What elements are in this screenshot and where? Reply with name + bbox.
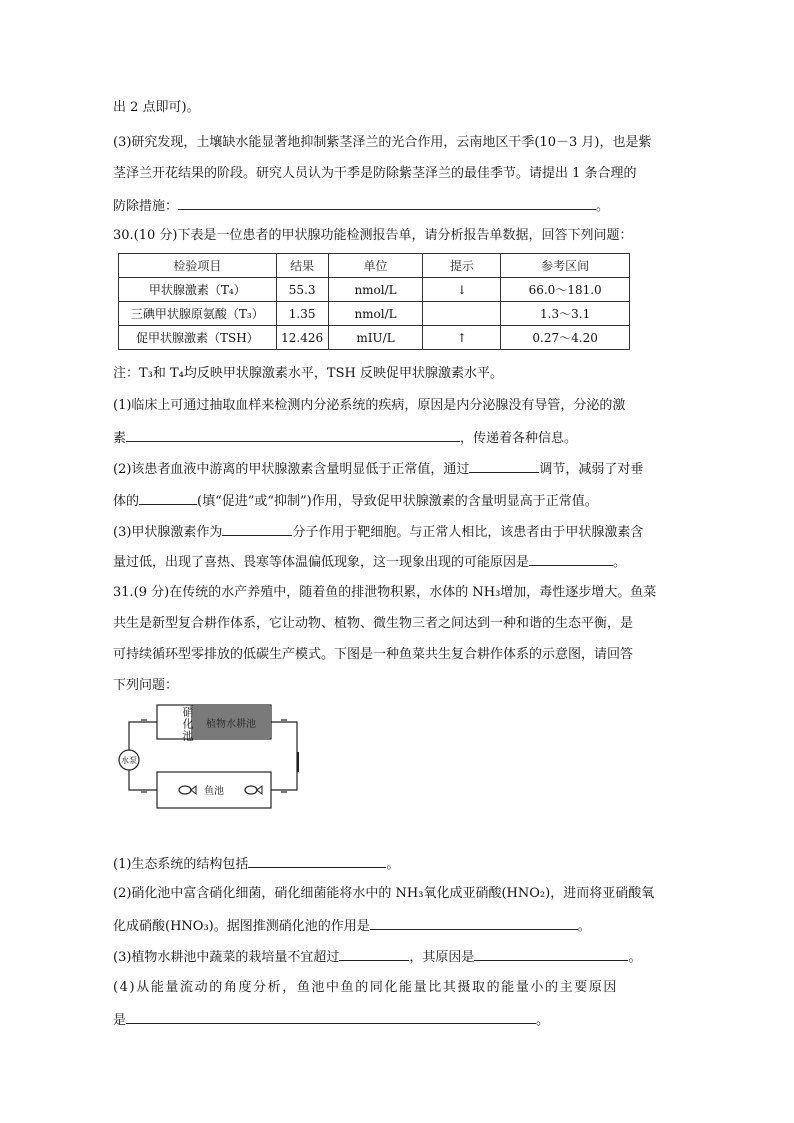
- table-cell: 甲状腺激素（T₄）: [119, 278, 277, 302]
- answer-line: [113, 521, 683, 543]
- answer-line: [113, 458, 683, 480]
- answer-blank[interactable]: [339, 946, 409, 961]
- answer-line: [113, 915, 683, 937]
- question-30-title: 30.(10 分)下表是一位患者的甲状腺功能检测报告单，请分析报告单数据，回答下列问题：: [113, 228, 633, 243]
- text: (3)植物水耕池中蔬菜的栽培量不宜超过: [113, 950, 340, 965]
- fish-pond-label: 鱼池: [204, 786, 224, 797]
- answer-line: [113, 490, 683, 512]
- answer-blank[interactable]: [248, 853, 386, 868]
- table-header: 提示: [423, 254, 501, 278]
- pipe-line: [129, 770, 157, 790]
- table-cell: nmol/L: [328, 278, 423, 302]
- table-header: 单位: [328, 254, 423, 278]
- table-header: 检验项目: [119, 254, 277, 278]
- text-line: (3)研究发现，土壤缺水能显著地抑制紫茎泽兰的光合作用，云南地区干季(10－3 月)，也是紫: [113, 135, 652, 150]
- text: 分子作用于靶细胞。与正常人相比，该患者由于甲状腺激素含: [292, 525, 644, 540]
- answer-blank[interactable]: [178, 195, 596, 210]
- text: 。: [628, 950, 642, 965]
- answer-line: [113, 427, 683, 449]
- table-cell: 55.3: [276, 278, 328, 302]
- answer-line: [113, 551, 683, 573]
- table-note: 注：T₃和 T₄均反映甲状腺激素水平，TSH 反映促甲状腺激素水平。: [113, 366, 503, 381]
- answer-line: [113, 1009, 683, 1031]
- text-line: (2)硝化池中富含硝化细菌，硝化细菌能将水中的 NH₃氧化成亚硝酸(HNO₂)，进而将亚硝酸氧: [113, 886, 655, 901]
- table-header: 参考区间: [501, 254, 630, 278]
- text: ，其原因是: [409, 950, 475, 965]
- table-cell: nmol/L: [328, 302, 423, 326]
- table-cell: 0.27～4.20: [501, 326, 630, 350]
- answer-blank[interactable]: [139, 490, 197, 505]
- table-cell: [423, 302, 501, 326]
- text: ，传递着各种信息。: [460, 431, 578, 446]
- pipe-line: [129, 722, 157, 750]
- table-cell: 1.35: [276, 302, 328, 326]
- text: 体的: [113, 494, 140, 509]
- answer-blank[interactable]: [529, 551, 613, 566]
- table-row: [119, 326, 630, 350]
- answer-blank[interactable]: [474, 946, 628, 961]
- hydroponic-tank-label: 植物水耕池: [206, 719, 256, 730]
- text-line: 下列问题：: [113, 678, 179, 693]
- table-header-row: [119, 254, 630, 278]
- table-cell: 三碘甲状腺原氨酸（T₃）: [119, 302, 277, 326]
- table-cell: 66.0～181.0: [501, 278, 630, 302]
- table-cell: mIU/L: [328, 326, 423, 350]
- answer-line: 防除措施： 。: [113, 195, 683, 217]
- text: (3)甲状腺激素作为: [113, 525, 223, 540]
- report-table: [118, 253, 630, 350]
- text-line: 可持续循环型零排放的低碳生产模式。下图是一种鱼菜共生复合耕作体系的示意图，请回答: [113, 647, 634, 662]
- table-row: [119, 278, 630, 302]
- answer-line: [113, 946, 683, 968]
- answer-blank[interactable]: [126, 1009, 536, 1024]
- text: 量过低，出现了喜热、畏寒等体温偏低现象，这一现象出现的可能原因是: [113, 555, 530, 570]
- table-cell: 1.3～3.1: [501, 302, 630, 326]
- answer-line: [113, 853, 683, 875]
- text: (1)生态系统的结构包括: [113, 857, 249, 872]
- answer-blank[interactable]: [469, 458, 539, 473]
- text-line: 31.(9 分)在传统的水产养殖中，随着鱼的排泄物积累，水体的 NH₃增加，毒性逐步增大。鱼菜: [113, 585, 657, 600]
- text-line: 茎泽兰开花结果的阶段。研究人员认为干季是防除紫茎泽兰的最佳季节。请提出 1 条合理的: [113, 166, 637, 181]
- table-header: 结果: [276, 254, 328, 278]
- table-cell: 12.426: [276, 326, 328, 350]
- answer-blank[interactable]: [126, 427, 460, 442]
- text: 防除措施：: [113, 199, 179, 214]
- aquaponics-diagram: [115, 700, 315, 820]
- table-cell: 促甲状腺激素（TSH）: [119, 326, 277, 350]
- text: 。: [386, 857, 400, 872]
- pump-label: 水泵: [121, 756, 137, 765]
- text: (2)该患者血液中游离的甲状腺激素含量明显低于正常值，通过: [113, 462, 470, 477]
- text: (填“促进”或“抑制”)作用，导致促甲状腺激素的含量明显高于正常值。: [197, 494, 598, 509]
- pipe-line: [271, 722, 297, 790]
- text: 。: [613, 555, 627, 570]
- text: 素: [113, 431, 127, 446]
- text: 化成硝酸(HNO₃)。据图推测硝化池的作用是: [113, 919, 370, 934]
- table-row: [119, 302, 630, 326]
- table-cell: ↑: [423, 326, 501, 350]
- text-line: 共生是新型复合耕作体系，它让动物、植物、微生物三者之间达到一种和谐的生态平衡，是: [113, 616, 634, 631]
- text: 是: [113, 1013, 127, 1028]
- answer-blank[interactable]: [222, 521, 292, 536]
- text: 。: [577, 919, 591, 934]
- table-cell: ↓: [423, 278, 501, 302]
- answer-blank[interactable]: [370, 915, 578, 930]
- text-line: (1)临床上可通过抽取血样来检测内分泌系统的疾病，原因是内分泌腺没有导管，分泌的激: [113, 398, 626, 413]
- text-line: (4)从能量流动的角度分析，鱼池中鱼的同化能量比其摄取的能量小的主要原因: [113, 980, 619, 995]
- nitrification-tank-label: 硝化池: [181, 706, 194, 742]
- text-line: 出 2 点即可)。: [113, 100, 200, 115]
- text: 调节，减弱了对垂: [539, 462, 644, 477]
- text: 。: [536, 1013, 550, 1028]
